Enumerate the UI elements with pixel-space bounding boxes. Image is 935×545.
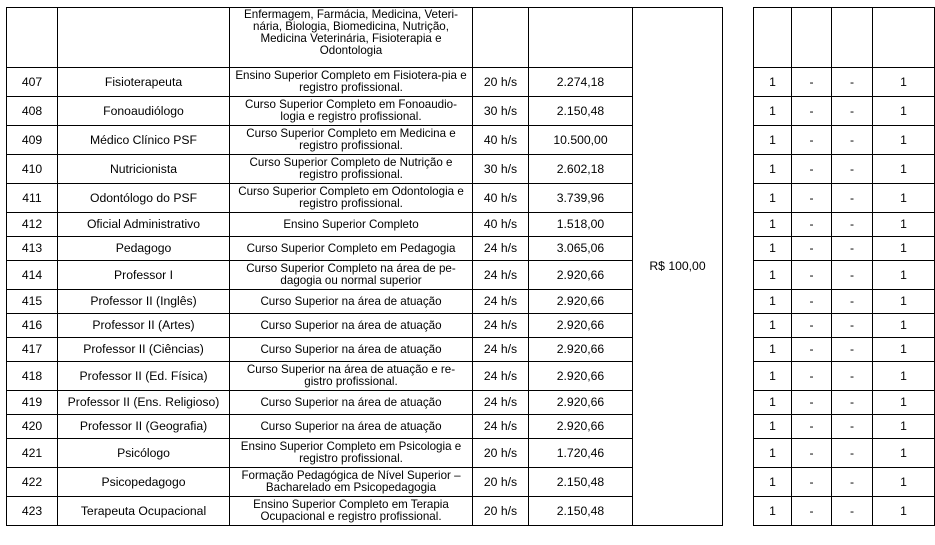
vacancies-cell: 1 [754,261,792,290]
vacancies-cell: 1 [754,213,792,237]
spacer-cell [723,126,754,155]
requirement-cell: Curso Superior na área de atuação [230,314,473,338]
table-row [7,290,935,314]
code-cell [7,8,58,68]
vacancies-cell: - [792,338,832,362]
vacancies-cell: - [832,497,873,526]
vacancies-cell: 1 [754,468,792,497]
vacancies-cell [832,8,873,68]
vacancies-cell: - [832,68,873,97]
hours-cell: 24 h/s [473,362,529,391]
total-cell: 1 [873,362,935,391]
vacancies-cell: 1 [754,314,792,338]
code-cell: 416 [7,314,58,338]
requirement-cell: Ensino Superior Completo em Fisiotera-pia e registro profissional. [230,68,473,97]
spacer-cell [723,237,754,261]
position-cell: Professor II (Ed. Física) [58,362,230,391]
total-cell: 1 [873,290,935,314]
vacancies-cell: 1 [754,68,792,97]
position-cell: Oficial Administrativo [58,213,230,237]
spacer-cell [723,338,754,362]
spacer-cell [723,8,754,68]
vacancies-cell: 1 [754,338,792,362]
table-row [7,126,935,155]
vacancies-cell: - [792,184,832,213]
code-cell: 415 [7,290,58,314]
table-row [7,97,935,126]
vacancies-cell: - [832,237,873,261]
code-cell: 419 [7,391,58,415]
hours-cell: 24 h/s [473,261,529,290]
position-cell: Professor II (Ens. Religioso) [58,391,230,415]
requirement-cell: Ensino Superior Completo em Psicologia e registro profissional. [230,439,473,468]
vacancies-cell: 1 [754,391,792,415]
table-row [7,261,935,290]
position-cell: Psicólogo [58,439,230,468]
salary-cell [529,8,633,68]
vacancies-cell: - [832,155,873,184]
vacancies-cell: 1 [754,97,792,126]
salary-cell: 1.518,00 [529,213,633,237]
position-cell: Professor II (Geografia) [58,415,230,439]
code-cell: 421 [7,439,58,468]
requirement-cell: Curso Superior na área de atuação e re-gistro profissional. [230,362,473,391]
spacer-cell [723,314,754,338]
requirement-cell: Curso Superior Completo em Odontologia e registro profissional. [230,184,473,213]
total-cell: 1 [873,338,935,362]
hours-cell: 24 h/s [473,391,529,415]
vacancies-cell: 1 [754,439,792,468]
vacancies-cell: - [792,126,832,155]
vacancies-cell: - [832,415,873,439]
vacancies-cell: 1 [754,155,792,184]
total-cell: 1 [873,184,935,213]
vacancies-cell: - [792,391,832,415]
salary-cell: 2.150,48 [529,468,633,497]
salary-cell: 2.150,48 [529,97,633,126]
total-cell: 1 [873,213,935,237]
total-cell: 1 [873,155,935,184]
requirement-cell: Curso Superior Completo de Nutrição e registro profissional. [230,155,473,184]
spacer-cell [723,184,754,213]
spacer-cell [723,68,754,97]
requirement-cell: Curso Superior na área de atuação [230,290,473,314]
vacancies-cell: - [832,261,873,290]
hours-cell: 30 h/s [473,155,529,184]
position-cell [58,8,230,68]
spacer-cell [723,362,754,391]
salary-cell: 3.065,06 [529,237,633,261]
total-cell: 1 [873,314,935,338]
hours-cell: 30 h/s [473,97,529,126]
table-row [7,213,935,237]
vacancies-cell: - [792,439,832,468]
position-cell: Professor II (Inglês) [58,290,230,314]
code-cell: 418 [7,362,58,391]
salary-cell: 2.920,66 [529,314,633,338]
hours-cell: 20 h/s [473,497,529,526]
salary-cell: 2.274,18 [529,68,633,97]
position-cell: Professor I [58,261,230,290]
total-cell: 1 [873,415,935,439]
vacancies-cell: 1 [754,415,792,439]
salary-cell: 2.920,66 [529,415,633,439]
code-cell: 407 [7,68,58,97]
table-row [7,338,935,362]
salary-cell: 2.920,66 [529,290,633,314]
vacancies-cell: - [832,97,873,126]
spacer-cell [723,290,754,314]
table-row [7,8,935,68]
table-row [7,155,935,184]
code-cell: 420 [7,415,58,439]
spacer-cell [723,415,754,439]
code-cell: 409 [7,126,58,155]
salary-cell: 2.150,48 [529,497,633,526]
table-row [7,439,935,468]
total-cell: 1 [873,468,935,497]
position-cell: Psicopedagogo [58,468,230,497]
position-cell: Professor II (Ciências) [58,338,230,362]
vacancies-cell: - [832,391,873,415]
vacancies-cell: 1 [754,237,792,261]
vacancies-cell: - [792,213,832,237]
salary-cell: 2.920,66 [529,391,633,415]
total-cell [873,8,935,68]
hours-cell: 24 h/s [473,237,529,261]
hours-cell: 40 h/s [473,184,529,213]
spacer-cell [723,391,754,415]
table-row [7,415,935,439]
vacancies-cell: 1 [754,184,792,213]
table-row [7,237,935,261]
total-cell: 1 [873,439,935,468]
vacancies-cell: - [832,439,873,468]
position-cell: Fisioterapeuta [58,68,230,97]
salary-cell: 2.602,18 [529,155,633,184]
hours-cell: 24 h/s [473,314,529,338]
position-cell: Nutricionista [58,155,230,184]
requirement-cell: Curso Superior na área de atuação [230,338,473,362]
total-cell: 1 [873,97,935,126]
salary-cell: 3.739,96 [529,184,633,213]
vacancies-cell: - [792,261,832,290]
total-cell: 1 [873,391,935,415]
requirement-cell: Ensino Superior Completo [230,213,473,237]
table-row [7,497,935,526]
code-cell: 411 [7,184,58,213]
vacancies-cell: - [832,362,873,391]
vacancies-cell: - [792,314,832,338]
total-cell: 1 [873,497,935,526]
salary-cell: 2.920,66 [529,362,633,391]
spacer-cell [723,261,754,290]
hours-cell [473,8,529,68]
position-cell: Terapeuta Ocupacional [58,497,230,526]
vacancies-cell: - [832,468,873,497]
hours-cell: 20 h/s [473,68,529,97]
code-cell: 413 [7,237,58,261]
total-cell: 1 [873,126,935,155]
position-cell: Odontólogo do PSF [58,184,230,213]
vacancies-cell: - [832,314,873,338]
requirement-cell: Enfermagem, Farmácia, Medicina, Veteri-nária, Biologia, Biomedicina, Nutrição, Medicina Veterinária, Fisioterapia e Odontologia [230,8,473,68]
salary-cell: 10.500,00 [529,126,633,155]
code-cell: 422 [7,468,58,497]
position-cell: Fonoaudiólogo [58,97,230,126]
total-cell: 1 [873,237,935,261]
vacancies-cell: - [832,213,873,237]
vacancies-cell: 1 [754,497,792,526]
code-cell: 410 [7,155,58,184]
code-cell: 423 [7,497,58,526]
vacancies-cell: - [792,497,832,526]
table-row [7,468,935,497]
hours-cell: 24 h/s [473,290,529,314]
salary-cell: 2.920,66 [529,338,633,362]
requirement-cell: Curso Superior na área de atuação [230,391,473,415]
hours-cell: 20 h/s [473,468,529,497]
hours-cell: 40 h/s [473,126,529,155]
requirement-cell: Formação Pedagógica de Nível Superior – Bacharelado em Psicopedagogia [230,468,473,497]
salary-cell: 1.720,46 [529,439,633,468]
vacancies-cell: - [832,338,873,362]
positions-table [6,7,935,526]
vacancies-cell: - [792,362,832,391]
total-cell: 1 [873,68,935,97]
spacer-cell [723,155,754,184]
vacancies-cell: - [792,290,832,314]
code-cell: 408 [7,97,58,126]
vacancies-cell: - [832,184,873,213]
table-row [7,362,935,391]
hours-cell: 24 h/s [473,338,529,362]
vacancies-cell: - [792,97,832,126]
code-cell: 414 [7,261,58,290]
salary-cell: 2.920,66 [529,261,633,290]
requirement-cell: Curso Superior na área de atuação [230,415,473,439]
table-row [7,68,935,97]
table-row [7,314,935,338]
code-cell: 412 [7,213,58,237]
vacancies-cell: - [792,468,832,497]
requirement-cell: Curso Superior Completo em Pedagogia [230,237,473,261]
total-cell: 1 [873,261,935,290]
requirement-cell: Ensino Superior Completo em Terapia Ocupacional e registro profissional. [230,497,473,526]
spacer-cell [723,213,754,237]
hours-cell: 20 h/s [473,439,529,468]
spacer-cell [723,97,754,126]
vacancies-cell: - [792,237,832,261]
spacer-cell [723,468,754,497]
vacancies-cell: - [832,126,873,155]
vacancies-cell: 1 [754,126,792,155]
position-cell: Professor II (Artes) [58,314,230,338]
spacer-cell [723,497,754,526]
vacancies-cell: 1 [754,290,792,314]
vacancies-cell [754,8,792,68]
requirement-cell: Curso Superior Completo na área de pe-dagogia ou normal superior [230,261,473,290]
vacancies-cell: - [792,68,832,97]
vacancies-cell [792,8,832,68]
position-cell: Médico Clínico PSF [58,126,230,155]
hours-cell: 40 h/s [473,213,529,237]
position-cell: Pedagogo [58,237,230,261]
registration-fee-cell: R$ 100,00 [633,8,723,526]
table-row [7,391,935,415]
vacancies-cell: 1 [754,362,792,391]
spacer-cell [723,439,754,468]
code-cell: 417 [7,338,58,362]
vacancies-cell: - [792,415,832,439]
table-row [7,184,935,213]
vacancies-cell: - [832,290,873,314]
vacancies-cell: - [792,155,832,184]
requirement-cell: Curso Superior Completo em Medicina e registro profissional. [230,126,473,155]
hours-cell: 24 h/s [473,415,529,439]
requirement-cell: Curso Superior Completo em Fonoaudio-logia e registro profissional. [230,97,473,126]
